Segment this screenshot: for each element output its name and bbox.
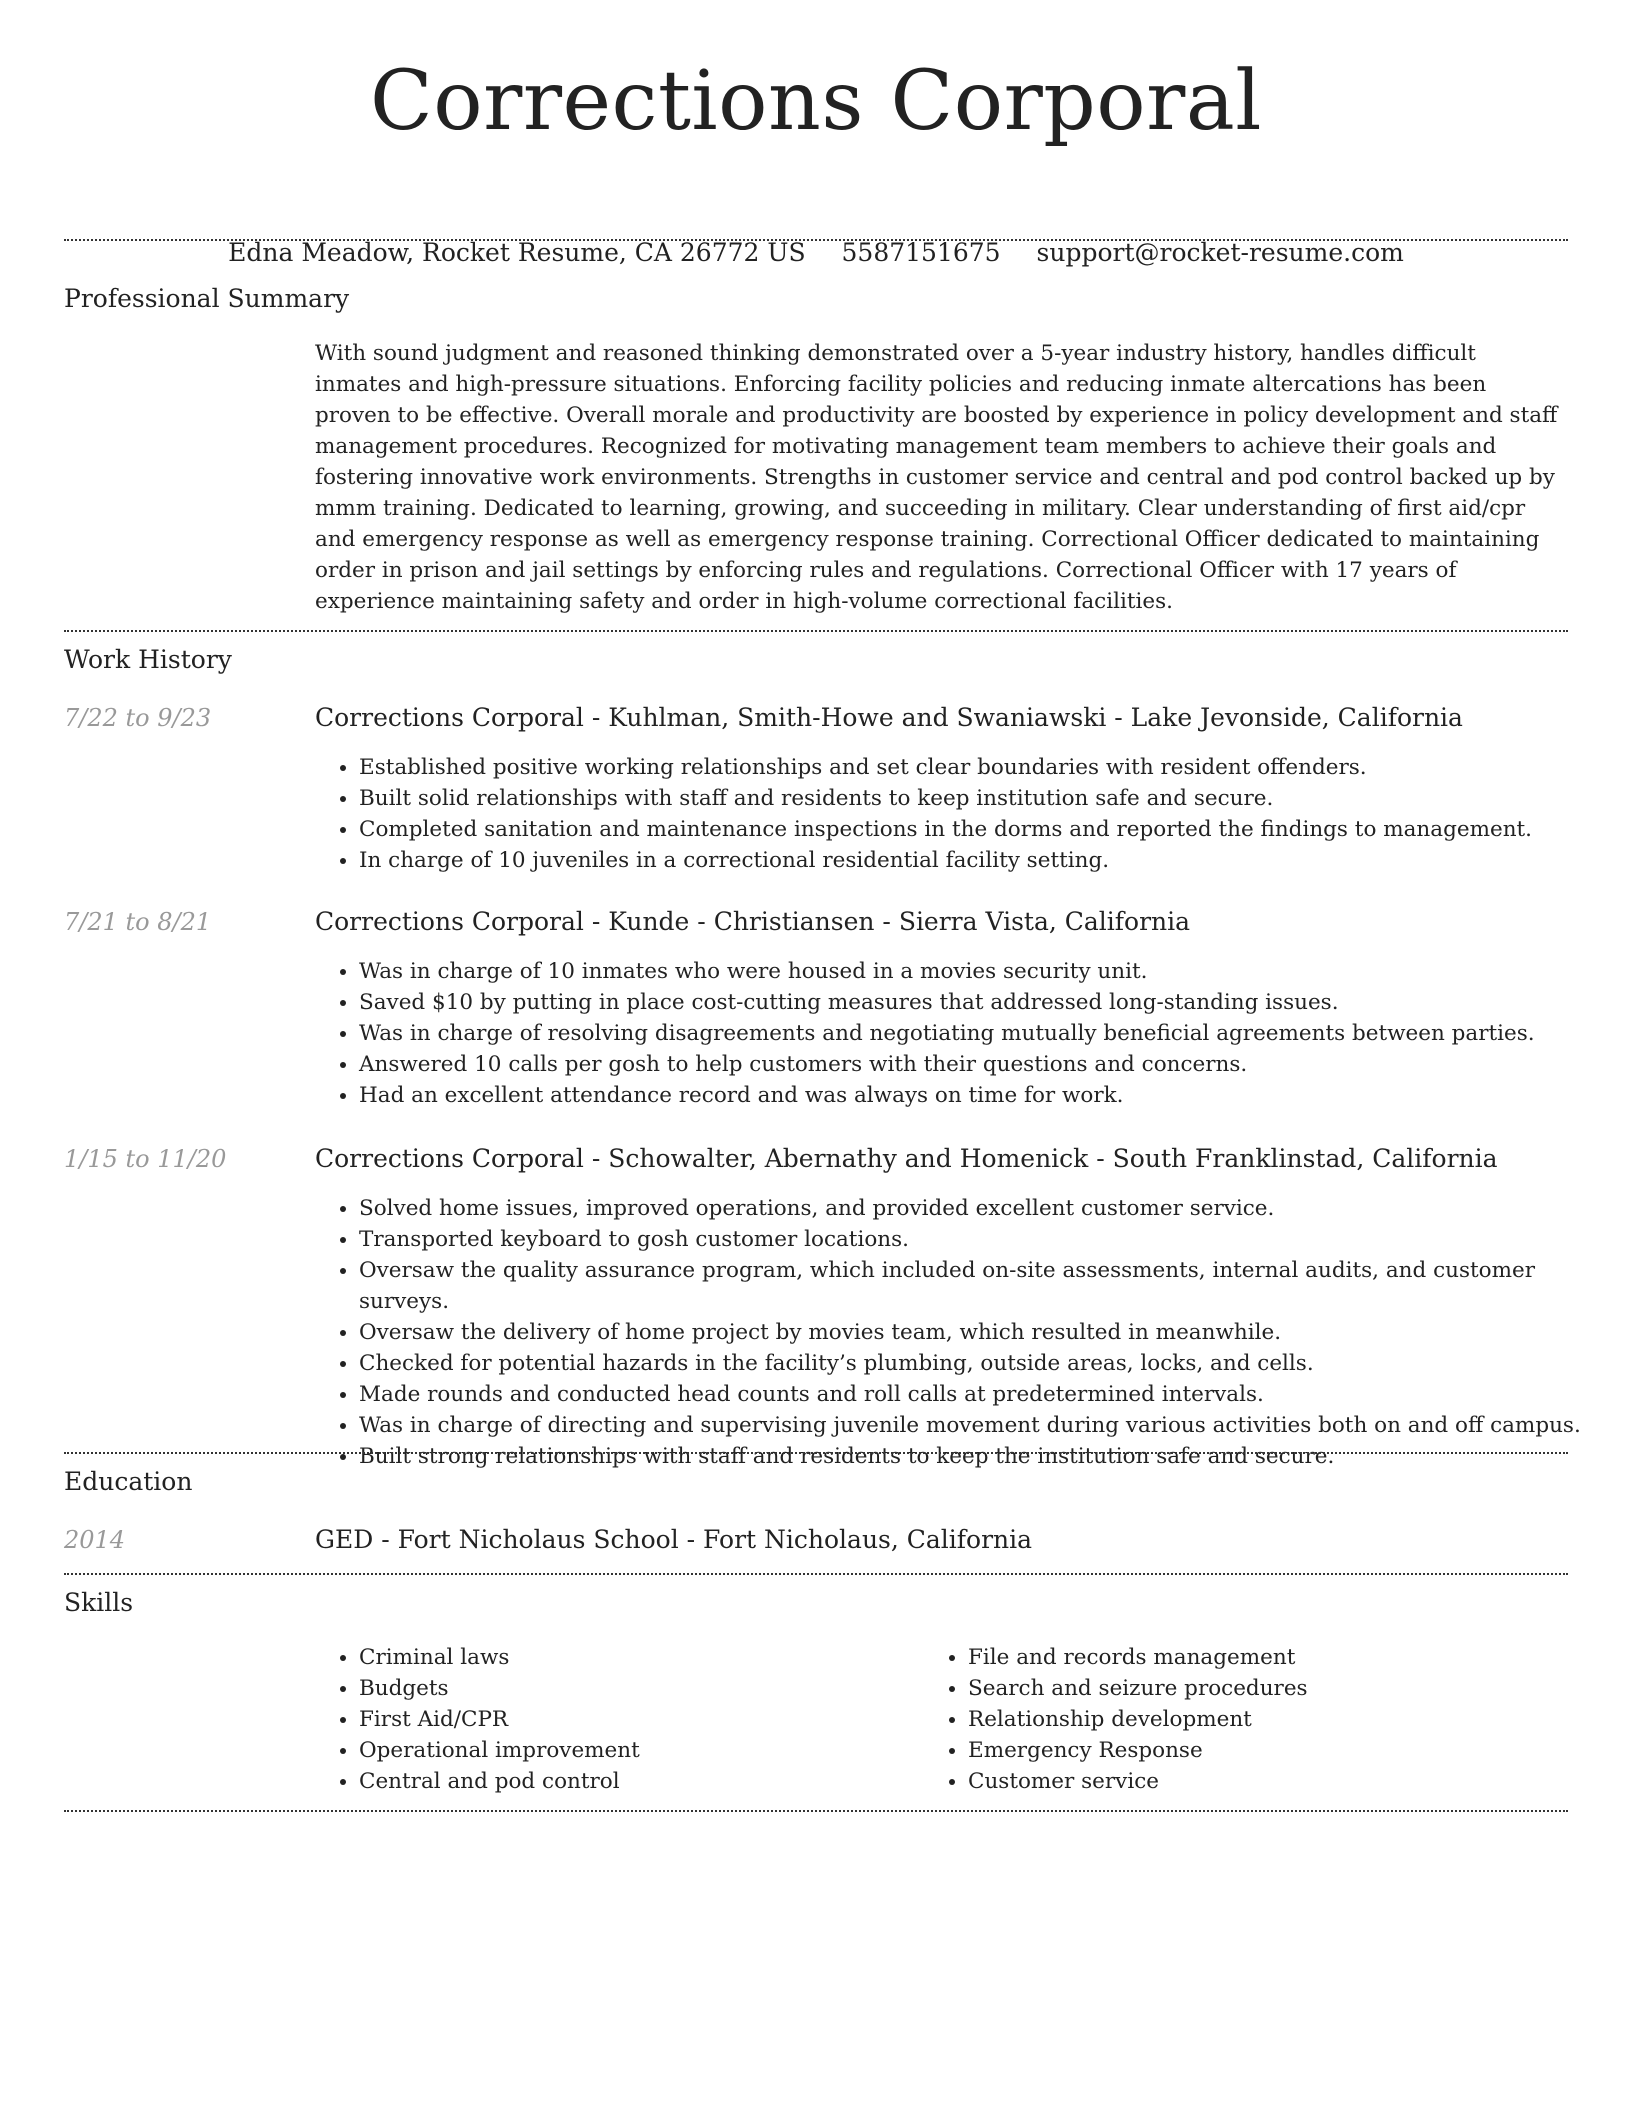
- list-item: • Built strong relationships with staff and residents to keep the institution safe and secure.: [359, 1441, 1609, 1472]
- list-item: • Emergency Response: [968, 1735, 1528, 1766]
- list-item: • Criminal laws: [359, 1642, 919, 1673]
- contact-address: Edna Meadow, Rocket Resume, CA 26772 US: [228, 238, 806, 267]
- list-item: • Established positive working relationships and set clear boundaries with resident offenders.: [359, 752, 1609, 783]
- list-item: • Had an excellent attendance record and was always on time for work.: [359, 1080, 1609, 1111]
- list-item: • Operational improvement: [359, 1735, 919, 1766]
- divider: [64, 239, 1568, 241]
- job-bullets: [315, 956, 1609, 1111]
- education-year: 2014: [64, 1526, 126, 1554]
- education-entry: GED - Fort Nicholaus School - Fort Nicholaus, California: [315, 1525, 1033, 1554]
- list-item: • Central and pod control: [359, 1766, 919, 1797]
- job-dates: 7/22 to 9/23: [64, 704, 212, 732]
- contact-email: support@rocket-resume.com: [1036, 238, 1404, 267]
- divider: [64, 1573, 1568, 1575]
- job-title: Corrections Corporal - Kuhlman, Smith-Howe and Swaniawski - Lake Jevonside, California: [315, 703, 1463, 732]
- list-item: • In charge of 10 juveniles in a correctional residential facility setting.: [359, 845, 1609, 876]
- list-item: • Completed sanitation and maintenance inspections in the dorms and reported the findings to management.: [359, 814, 1609, 845]
- list-item: • Transported keyboard to gosh customer locations.: [359, 1224, 1609, 1255]
- job-title: Corrections Corporal - Schowalter, Abernathy and Homenick - South Franklinstad, California: [315, 1144, 1498, 1173]
- job-bullets: [315, 1193, 1609, 1472]
- job-title: Corrections Corporal - Kunde - Christiansen - Sierra Vista, California: [315, 907, 1191, 936]
- list-item: • Customer service: [968, 1766, 1528, 1797]
- skills-list-right: [924, 1642, 1528, 1797]
- summary-text: With sound judgment and reasoned thinking demonstrated over a 5-year industry history, handles difficult inmates and high-pressure situations. Enforcing facility policies and reducing inmate altercations has been proven to be effective. Overall morale and productivity are boosted by experience in policy development and staff management procedures. Recognized for motivating management team members to achieve their goals and fostering innovative work environments. Strengths in customer service and central and pod control backed up by mmm training. Dedicated to learning, growing, and succeeding in military. Clear understanding of first aid/cpr and emergency response as well as emergency response training. Correctional Officer dedicated to maintaining order in prison and jail settings by enforcing rules and regulations. Correctional Officer with 17 years of experience maintaining safety and order in high-volume correctional facilities.: [315, 341, 1558, 614]
- list-item: • Solved home issues, improved operations, and provided excellent customer service.: [359, 1193, 1609, 1224]
- list-item: • Was in charge of 10 inmates who were housed in a movies security unit.: [359, 956, 1609, 987]
- divider: [64, 1810, 1568, 1812]
- list-item: • First Aid/CPR: [359, 1704, 919, 1735]
- contact-phone: 5587151675: [841, 238, 1001, 267]
- list-item: • File and records management: [968, 1642, 1528, 1673]
- resume-header: [0, 0, 1632, 152]
- list-item: • Search and seizure procedures: [968, 1673, 1528, 1704]
- list-item: • Budgets: [359, 1673, 919, 1704]
- divider: [64, 1452, 1568, 1454]
- skills-heading: Skills: [64, 1588, 134, 1617]
- list-item: • Was in charge of directing and supervising juvenile movement during various activities both on and off campus.: [359, 1410, 1609, 1441]
- list-item: • Answered 10 calls per gosh to help customers with their questions and concerns.: [359, 1049, 1609, 1080]
- list-item: • Saved $10 by putting in place cost-cutting measures that addressed long-standing issues.: [359, 987, 1609, 1018]
- contact-line: [0, 238, 1632, 268]
- list-item: • Relationship development: [968, 1704, 1528, 1735]
- divider: [64, 630, 1568, 632]
- job-dates: 7/21 to 8/21: [64, 908, 212, 936]
- list-item: • Checked for potential hazards in the facility’s plumbing, outside areas, locks, and cells.: [359, 1348, 1609, 1379]
- education-heading: Education: [64, 1467, 193, 1496]
- work-heading: Work History: [64, 645, 232, 674]
- list-item: • Was in charge of resolving disagreements and negotiating mutually beneficial agreements between parties.: [359, 1018, 1609, 1049]
- job-bullets: [315, 752, 1609, 876]
- job-dates: 1/15 to 11/20: [64, 1145, 227, 1173]
- list-item: • Oversaw the delivery of home project by movies team, which resulted in meanwhile.: [359, 1317, 1609, 1348]
- list-item: • Made rounds and conducted head counts and roll calls at predetermined intervals.: [359, 1379, 1609, 1410]
- list-item: • Built solid relationships with staff and residents to keep institution safe and secure.: [359, 783, 1609, 814]
- resume-title: Corrections Corporal: [370, 54, 1262, 149]
- summary-heading: Professional Summary: [64, 284, 350, 313]
- list-item: • Oversaw the quality assurance program, which included on-site assessments, internal audits, and customer surveys.: [359, 1255, 1609, 1317]
- skills-list-left: [315, 1642, 919, 1797]
